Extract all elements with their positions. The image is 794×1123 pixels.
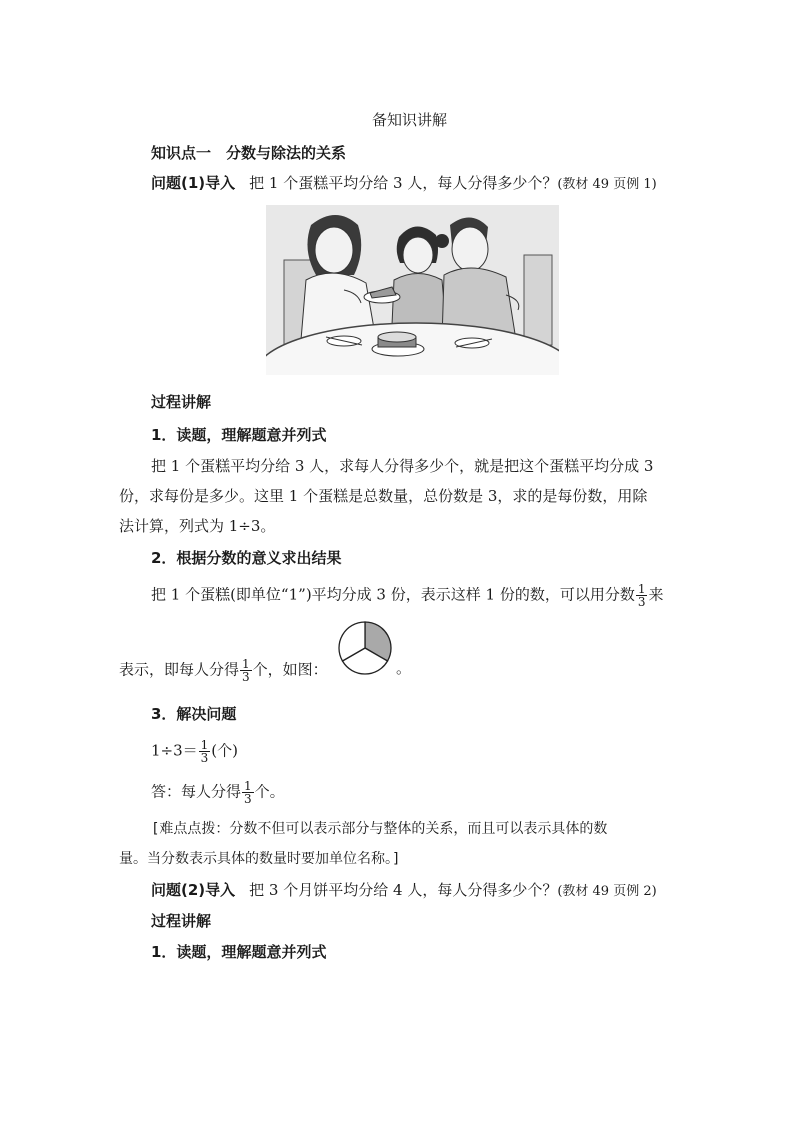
problem1-intro [151,173,657,195]
process2-step1-title: 1．读题，理解题意并列式 [151,943,327,961]
step1-line-1: 把 1 个蛋糕平均分给 3 人，求每人分得多少个，就是把这个蛋糕平均分成 3 [151,457,654,475]
section-title: 知识点一 分数与除法的关系 [151,144,347,162]
step1-line-3: 法计算，列式为 1÷3。 [119,517,276,535]
step2-text: 个，如图： [252,660,328,679]
equation-unit: (个) [211,741,239,760]
answer-text: 答：每人分得 [151,782,242,801]
step2-text: 把 1 个蛋糕(即单位“1”)平均分成 3 份，表示这样 1 份的数，可以用分数 [151,585,635,604]
problem1-label: 问题(1)导入 [151,174,236,192]
step2-line-2-end: 。 [396,659,412,677]
process2-title: 过程讲解 [151,912,212,930]
problem2-text: 把 3 个月饼平均分给 4 人，每人分得多少个？ [249,881,558,899]
process1-title: 过程讲解 [151,393,212,411]
equation [151,739,238,764]
problem2-intro [151,880,657,902]
answer [151,780,285,805]
fraction-numerator: 1 [637,582,646,596]
step2-text: 表示，即每人分得 [119,660,240,679]
note-line-1: [难点点拨：分数不但可以表示部分与整体的关系，而且可以表示具体的数 [151,821,608,837]
pie-chart-one-third [337,620,393,676]
step3-title: 3．解决问题 [151,705,237,723]
fraction-numerator: 1 [244,779,252,793]
fraction-denominator: 3 [242,670,250,684]
problem2-label: 问题(2)导入 [151,881,236,899]
step2-line-2 [119,658,328,683]
fraction-one-third [199,739,211,764]
problem2-ref: (教材 49 页例 2) [557,884,657,899]
fraction-one-third [636,583,648,608]
fraction-denominator: 3 [200,751,209,765]
page-title: 备知识讲解 [372,111,448,129]
equation-left: 1÷3＝ [151,741,198,760]
fraction-one-third [242,780,254,805]
answer-unit: 个。 [254,782,285,801]
problem1-text: 把 1 个蛋糕平均分给 3 人，每人分得多少个？ [249,174,558,192]
family-cake-illustration [266,205,559,375]
fraction-one-third [240,658,252,683]
step2-text-end: 来 [648,585,664,604]
fraction-denominator: 3 [244,792,252,806]
fraction-numerator: 1 [200,738,209,752]
note-line-2: 量。当分数表示具体的数量时要加单位名称。] [119,851,401,867]
step2-line-1 [151,583,663,608]
fraction-numerator: 1 [242,657,250,671]
step2-title: 2．根据分数的意义求出结果 [151,549,342,567]
fraction-denominator: 3 [637,595,646,609]
problem1-ref: (教材 49 页例 1) [557,177,657,192]
step1-line-2: 份，求每份是多少。这里 1 个蛋糕是总数量，总份数是 3，求的是每份数，用除 [119,487,648,505]
step1-title: 1．读题，理解题意并列式 [151,426,327,444]
